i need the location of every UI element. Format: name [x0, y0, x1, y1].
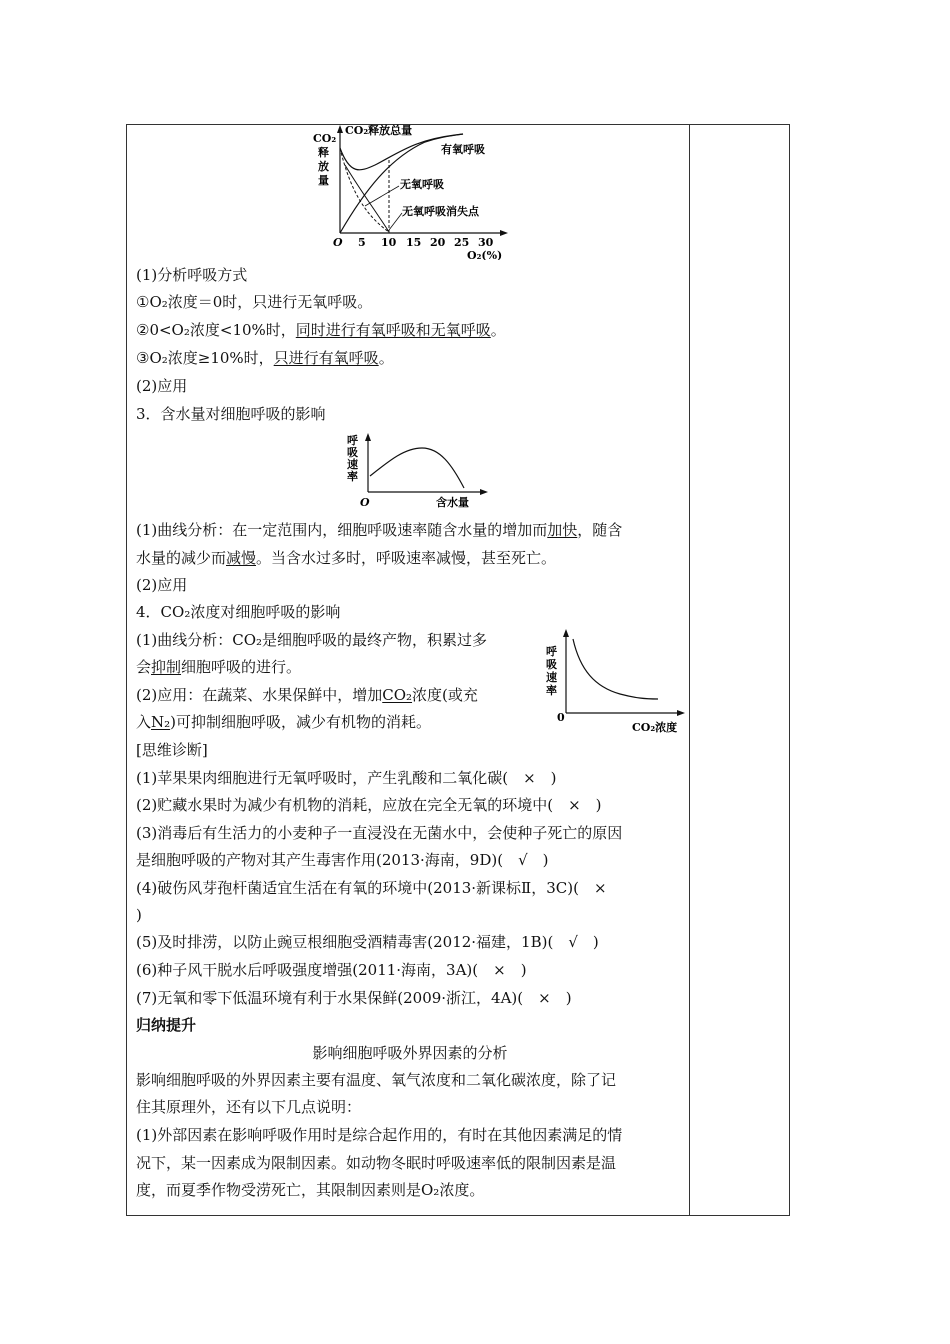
text-span: )可抑制细胞呼吸，减少有机物的消耗。	[170, 713, 432, 731]
text-line: (7)无氧和零下低温环境有利于水果保鲜(2009·浙江，4A)( × )	[136, 989, 572, 1007]
text-span: 。	[378, 349, 394, 367]
text-span: ②0<O₂浓度<10%时，	[136, 321, 296, 339]
text-line: (1)分析呼吸方式	[136, 266, 248, 284]
fig2-y-arrow	[365, 433, 371, 441]
fig1-label-aerobic: 有氧呼吸	[441, 143, 485, 156]
fig2-xlabel: 含水量	[436, 496, 469, 509]
text-span: (1)曲线分析：在一定范围内，细胞呼吸速率随含水量的增加而	[136, 521, 548, 539]
underlined-answer: 同时进行有氧呼吸和无氧呼吸	[295, 321, 491, 339]
text-line: (6)种子风干脱水后呼吸强度增强(2011·海南，3A)( × )	[136, 961, 527, 979]
text-line: (5)及时排涝，以防止豌豆根细胞受酒精毒害(2012·福建，1B)( √ )	[136, 933, 599, 951]
fig1-curve-anaerobic-solid	[345, 165, 389, 232]
text-line: (2)应用	[136, 576, 188, 594]
text-line	[136, 548, 556, 568]
section-heading: 4．CO₂浓度对细胞呼吸的影响	[136, 603, 341, 621]
fig1-tick-5: 5	[358, 236, 366, 249]
fig1-tick-25: 25	[454, 236, 470, 249]
fig3-curve	[573, 639, 658, 699]
fig1-ylabel-3: 量	[318, 174, 329, 187]
text-line: (1)曲线分析：CO₂是细胞呼吸的最终产物，积累过多	[136, 631, 488, 649]
fig2-x-arrow	[480, 489, 488, 495]
text-line: (3)消毒后有生活力的小麦种子一直浸没在无菌水中，会使种子死亡的原因	[136, 824, 623, 842]
underlined-answer: 加快	[547, 521, 578, 539]
text-line: 是细胞呼吸的产物对其产生毒害作用(2013·海南，9D)( √ )	[136, 851, 549, 869]
fig1-pointer-vanish	[389, 213, 402, 230]
text-span: 细胞呼吸的进行。	[181, 658, 302, 676]
fig1-label-anaerobic: 无氧呼吸	[400, 178, 444, 191]
text-line: (1)苹果果肉细胞进行无氧呼吸时，产生乳酸和二氧化碳( × )	[136, 769, 557, 787]
fig3-ylabel-3: 速	[546, 671, 557, 684]
fig3-ylabel-1: 呼	[546, 645, 557, 658]
text-line	[136, 685, 478, 705]
text-span: 入	[136, 713, 152, 731]
text-line: (4)破伤风芽孢杆菌适宜生活在有氧的环境中(2013·新课标Ⅱ，3C)( ×	[136, 879, 607, 897]
fig3-ylabel-4: 率	[546, 684, 557, 697]
text-line: ①O₂浓度＝0时，只进行无氧呼吸。	[136, 293, 373, 311]
fig2-ylabel-3: 速	[347, 458, 358, 471]
fig1-tick-30: 30	[478, 236, 494, 249]
fig3-y-arrow	[563, 629, 569, 637]
fig1-label-vanish: 无氧呼吸消失点	[402, 205, 479, 218]
text-span: 会	[136, 658, 152, 676]
fig1-ylabel-2: 放	[318, 160, 329, 173]
underlined-answer: 抑制	[151, 658, 182, 676]
text-line: (2)应用	[136, 377, 188, 395]
text-span: ③O₂浓度≥10%时，	[136, 349, 274, 367]
underlined-answer: 只进行有氧呼吸	[273, 349, 379, 367]
text-line: 况下，某一因素成为限制因素。如动物冬眠时呼吸速率低的限制因素是温	[136, 1154, 617, 1172]
fig3-xlabel: CO₂浓度	[632, 721, 678, 734]
fig1-origin: O	[333, 236, 343, 249]
fig1-pointer-anaerobic	[365, 186, 399, 206]
text-line	[136, 712, 431, 732]
text-line: (2)贮藏水果时为减少有机物的消耗，应放在完全无氧的环境中( × )	[136, 796, 602, 814]
fig1-xlabel: O₂(%)	[467, 249, 503, 260]
fig2-origin: O	[360, 496, 370, 509]
fig3-ylabel-2: 吸	[546, 658, 557, 671]
text-line: 度，而夏季作物受涝死亡，其限制因素则是O₂浓度。	[136, 1181, 485, 1199]
text-line	[136, 348, 394, 368]
section-heading: 3．含水量对细胞呼吸的影响	[136, 405, 326, 423]
summary-heading: 归纳提升	[136, 1016, 197, 1034]
fig1-y-arrow	[337, 125, 343, 133]
fig3-x-arrow	[677, 710, 685, 716]
fig1-label-total: CO₂释放总量	[345, 124, 413, 137]
text-span: 。	[490, 321, 506, 339]
text-line: )	[136, 906, 142, 924]
fig1-x-arrow	[500, 230, 508, 236]
figure-water-content	[340, 430, 490, 514]
summary-title: 影响细胞呼吸外界因素的分析	[312, 1044, 508, 1062]
text-line: 影响细胞呼吸的外界因素主要有温度、氧气浓度和二氧化碳浓度，除了记	[136, 1071, 617, 1089]
figure-co2-concentration	[540, 625, 690, 735]
text-span: 水量的减少而	[136, 549, 227, 567]
text-line: 住其原理外，还有以下几点说明：	[136, 1098, 362, 1116]
fig2-curve	[370, 448, 464, 488]
text-line: [思维诊断]	[136, 741, 208, 759]
text-line	[136, 320, 506, 340]
text-span: (2)应用：在蔬菜、水果保鲜中，增加	[136, 686, 383, 704]
fig1-tick-10: 10	[381, 236, 397, 249]
text-span: ，随含	[577, 521, 623, 539]
text-line	[136, 520, 622, 540]
text-span: 浓度(或充	[412, 686, 478, 704]
text-line: (1)外部因素在影响呼吸作用时是综合起作用的，有时在其他因素满足的情	[136, 1126, 623, 1144]
underlined-answer: N₂	[151, 713, 171, 731]
text-line	[136, 657, 301, 677]
fig1-tick-15: 15	[406, 236, 422, 249]
fig3-origin: 0	[557, 711, 565, 724]
fig2-ylabel-2: 吸	[347, 446, 358, 459]
fig2-ylabel-1: 呼	[347, 434, 358, 447]
figure-o2-co2-release	[305, 120, 510, 260]
fig1-curve-anaerobic	[340, 148, 389, 232]
fig2-ylabel-4: 率	[347, 470, 358, 483]
fig1-ylabel-1: 释	[318, 146, 329, 159]
underlined-answer: 减慢	[226, 549, 257, 567]
text-span: 。当含水过多时，呼吸速率减慢，甚至死亡。	[256, 549, 557, 567]
underlined-answer: CO₂	[382, 686, 413, 704]
fig1-tick-20: 20	[430, 236, 446, 249]
fig1-ylabel-co2: CO₂	[313, 132, 337, 145]
